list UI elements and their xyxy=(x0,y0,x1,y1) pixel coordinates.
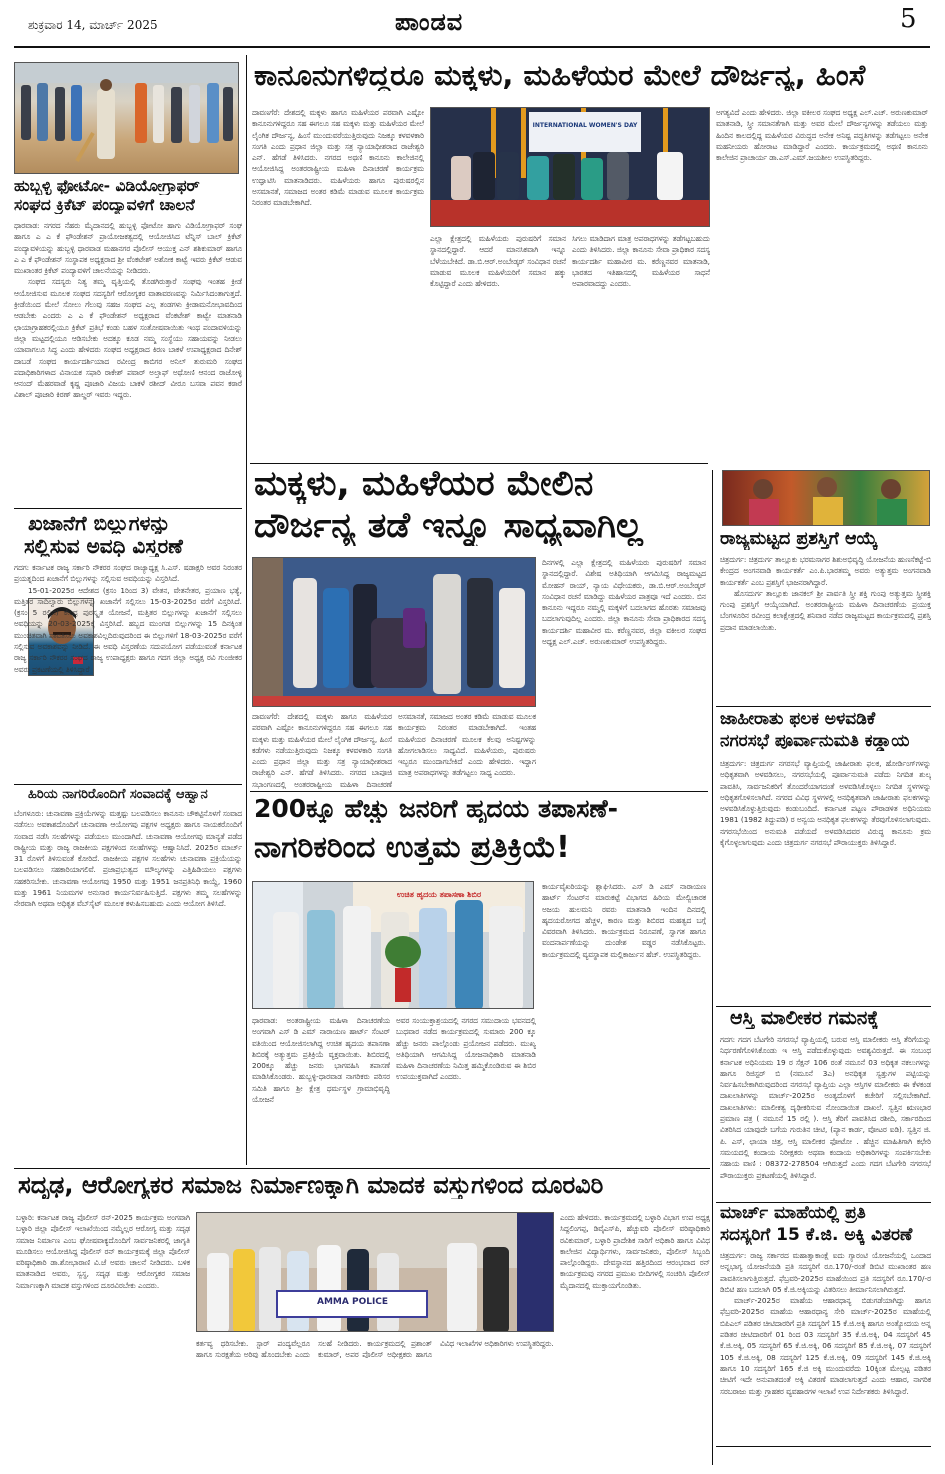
property-body xyxy=(720,1034,931,1198)
violence-col1 xyxy=(252,711,392,789)
article-seniors xyxy=(14,788,242,1160)
seniors-headline: ಹಿರಿಯ ನಾಗರಿರೊಂದಿಗೆ ಸಂವಾದಕ್ಕೆ ಆಹ್ವಾನ xyxy=(28,788,208,802)
violence-headline-line1: ಮಕ್ಕಳು, ಮಹಿಳೆಯರ ಮೇಲಿನ xyxy=(254,465,594,504)
page-number: 5 xyxy=(900,4,917,34)
cricket-body xyxy=(14,220,242,502)
section-rule xyxy=(14,508,242,509)
masthead xyxy=(0,0,945,46)
award-headline: ರಾಜ್ಯಮಟ್ಟದ ಪ್ರಶಸ್ತಿಗೆ ಆಯ್ಕೆ xyxy=(720,530,878,549)
award-body xyxy=(720,554,931,700)
rice-paragraph: ಮಾರ್ಚ್-2025ರ ಮಾಹೆಯ ಆಹಾರಧಾನ್ಯ ಬಿಡುಗಡೆಯಾಗಿದ್ದು ಹಾಗೂ ಫೆಬ್ರವರಿ-2025ರ ಮಾಹೆಯ ಆಹಾರಧಾನ್ಯ ಸೇರಿ ಮಾರ್ಚ್-2025ರ ಮಾಹೆಯಲ್ಲಿ ಬಿಪಿಎಲ್ ಪಡಿತರ ಚೀಟಿದಾರರಿಗೆ ಪ್ರತಿ ಸದಸ್ಯರಿಗೆ 15 ಕೆ.ಜಿ.ಅಕ್ಕಿ ಹಾಗೂ ಅಂತ್ಯೋದಯ ಅನ್ನ ಪಡಿತರ ಚೀಟಿದಾರರಿಗೆ 01 ರಿಂದ 03 ಸದಸ್ಯರಿಗೆ 35 ಕೆ.ಜಿ.ಅಕ್ಕಿ, 04 ಸದಸ್ಯರಿಗೆ 45 ಕೆ.ಜಿ.ಅಕ್ಕಿ, 05 ಸದಸ್ಯರಿಗೆ 65 ಕೆ.ಜಿ.ಅಕ್ಕಿ, 06 ಸದಸ್ಯರಿಗೆ 85 ಕೆ.ಜಿ.ಅಕ್ಕಿ, 07 ಸದಸ್ಯರಿಗೆ 105 ಕೆ.ಜಿ.ಅಕ್ಕಿ, 08 ಸದಸ್ಯರಿಗೆ 125 ಕೆ.ಜಿ.ಅಕ್ಕಿ, 09 ಸದಸ್ಯರಿಗೆ 145 ಕೆ.ಜಿ.ಅಕ್ಕಿ ಹಾಗೂ 10 ಸದಸ್ಯರಿಗೆ 165 ಕೆ.ಜಿ ಅಕ್ಕಿ ಮುಂದುವರೆದು 10ಕ್ಕಿಂತ ಮೇಲ್ಪಟ್ಟ ಪಡಿತರ ಚೀಟಿಗೆ ಇದೇ ಅನುಪಾತದಂತೆ ಅಕ್ಕಿ ವಿತರಣೆ ಮಾಡಲಾಗುತ್ತದೆ ಎಂದು ಆಹಾರ, ನಾಗರಿಕ ಸರಬರಾಜು ಮತ್ತು ಗ್ರಾಹಕರ ವ್ಯವಹಾರಗಳ ಇಲಾಖೆ ಉಪ ನಿರ್ದೇಶಕರು ತಿಳಿಸಿದ್ದಾರೆ. xyxy=(720,1296,931,1396)
police-paragraph: ಕರ್ತವ್ಯ ಧರಿಸಬೇಕು. ಸ್ಟಾರ್ ಪಂದ್ಯವೆಲ್ಲರೂ ಹಾಗೂ ಸುರಕ್ಷತೆಯ ಅರಿವು ಹೊಂದಬೇಕು ಎಂದು ಸಲಹೆ ನೀಡಿದರು. ಕಾರ್ಯಕ್ರಮದಲ್ಲಿ ಪ್ರಶಾಂತ್ ಕುಮಾರ್, ಅಪರ ಪೊಲೀಸ್ ಅಧೀಕ್ಷಕರು ಹಾಗೂ ವಿವಿಧ ಇಲಾಖೆಗಳ ಅಧಿಕಾರಿಗಳು ಉಪಸ್ಥಿತರಿದ್ದರು. xyxy=(196,1339,554,1360)
laws-paragraph: ಅಗತ್ಯವಿದೆ ಎಂದು ಹೇಳಿದರು. ಜಿಲ್ಲಾ ವಕೀಲರ ಸಂಘದ ಅಧ್ಯಕ್ಷ ಎಲ್.ಎಚ್. ಅರುಣಕುಮಾರ್ ಮಾತನಾಡಿ, ಸ್ತ್ರೀ ಸಮಾನತೆಗಾಗಿ ಮತ್ತು ಅವರ ಮೇಲೆ ದೌರ್ಜನ್ಯಗಳನ್ನು ತಡೆಯಲು ಮತ್ತು ಹಿಂದಿನ ಕಾಲದಲ್ಲಿದ್ದ ಮಹಿಳೆಯರ ವಿರುದ್ಧದ ಅನೇಕ ಅನಿಷ್ಟ ಪದ್ಧತಿಗಳನ್ನು ತಡೆಗಟ್ಟಲು ಅನೇಕ ಮಹನೀಯರು ಹೋರಾಟ ಮಾಡಿದ್ದಾರೆ ಎಂದರು. ಕಾರ್ಯಕ್ರಮದಲ್ಲಿ ಅಥಣಿ ಕಾನೂನು ಕಾಲೇಜಿನ ಪ್ರಾಚಾರ್ಯ ಡಾ.ಎಸ್.ಎಮ್.ಜಯಶೀಲ ಉಪಸ್ಥಿತರಿದ್ದರು. xyxy=(716,108,928,163)
violence-headline-line2: ದೌರ್ಜನ್ಯ ತಡೆ ಇನ್ನೂ ಸಾಧ್ಯವಾಗಿಲ್ಲ xyxy=(254,507,643,546)
heart-col2 xyxy=(396,1015,536,1161)
laws-event-photo xyxy=(430,107,710,227)
section-rule xyxy=(250,791,708,792)
rice-paragraph: ಚಿತ್ರದುರ್ಗ: ರಾಜ್ಯ ಸರ್ಕಾರದ ಮಹಾತ್ವಾಕಾಂಕ್ಷೆ ಐದು ಗ್ಯಾರಂಟಿ ಯೋಜನೆಯಲ್ಲಿ ಒಂದಾದ ಅನ್ನಭಾಗ್ಯ ಯೋಜನೆಯಡಿ ಪ್ರತಿ ಸದಸ್ಯರಿಗೆ ರೂ.170/-ರಂತೆ ಡಿಬಿಟಿ ಮುಖಾಂತರ ಹಣ ಪಾವತಿಸಲಾಗುತ್ತಿರುತ್ತದೆ. ಫೆಬ್ರವರಿ-2025ರ ಮಾಹೆಯಿಂದ ಪ್ರತಿ ಸದಸ್ಯರಿಗೆ ರೂ.170/-ರ ಡಿಬಿಟಿ ಹಣ ಬದಲಾಗಿ 05 ಕೆ.ಜಿ.ಅಕ್ಕಿಯನ್ನು ವಿತರಿಸಲು ತೀರ್ಮಾನಿಸಲಾಗಿರುತ್ತದೆ. xyxy=(720,1251,931,1294)
treasury-body xyxy=(14,562,242,752)
ads-headline-line2: ನಗರಸಭೆ ಪೂರ್ವಾನುಮತಿ ಕಡ್ಡಾಯ xyxy=(720,732,910,751)
treasury-paragraph: ಗದಗ: ಕರ್ನಾಟಕ ರಾಜ್ಯ ಸರ್ಕಾರಿ ನೌಕರರ ಸಂಘದ ರಾಜ್ಯಾಧ್ಯಕ್ಷ ಸಿ.ಎಸ್. ಷಡಾಕ್ಷರಿ ಅವರ ನಿರಂತರ ಪ್ರಯತ್ನದಿಂದ ಖಜಾನೆಗೆ ಬಿಲ್ಲುಗಳನ್ನು ಸಲ್ಲಿಸುವ ಅವಧಿಯನ್ನು ವಿಸ್ತರಿಸಿದೆ. xyxy=(14,563,242,584)
cricket-paragraph: ಸಂಘದ ಸದಸ್ಯರು ನಿತ್ಯ ತಮ್ಮ ವೃತ್ತಿಯಲ್ಲಿ ತೊಡಗಿರುತ್ತಾರೆ ಸಂಘವು ಇಂತಹ ಕ್ರೀಡೆ ಆಯೋಜಿಸುವ ಮೂಲಕ ಸಂಘದ ಸದಸ್ಯರಿಗೆ ಆರೋಗ್ಯಕರ ವಾತಾವರಣವನ್ನು ನಿರ್ಮಿಸಿದಂತಾಗುತ್ತದೆ. ಕ್ರೀಡೆಯಿಂದ ಮೇಲೆ ಸೋಲು ಗೆಲುವು ಸಹಜ ಸಂಘದ ಎಲ್ಲ ತಂಡಗಳು ಕ್ರೀಡಾಮನೋಭಾವದಿಂದ ಆಡಬೇಕು ಎಂದರು ಎ ಎ ಕೆ ಫೌಂಡೇಶನ್ ಅಧ್ಯಕ್ಷರಾದ ವೆಂಕಟೇಶ್ ಕಾಟ್ವೇ ಮಾತನಾಡಿ ಛಾಯಾಗ್ರಾಹಕರಲ್ಲಿಯೂ ಕ್ರಿಕೆಟ್ ಪ್ರತಿಭೆ ಕಂಡು ಬಹಳ ಸಂತೋಷವಾಯಿತು ಇಂಥ ಪಂದಾವಳಿಯನ್ನು ಜಿಲ್ಲಾ ಮಟ್ಟದಲ್ಲಿಯೂ ಆಡಿಸಬೇಕು ಅದಕ್ಕೂ ಕೂಡ ನಮ್ಮ ಸಂಸ್ಥೆಯು ಸಹಾಯವನ್ನು ನೀಡಲು ಯಾವಾಗಲೂ ಸಿದ್ಧ ಎಂದು ಹೇಳಿದರು ಸಂಘದ ಅಧ್ಯಕ್ಷರಾದ ಕಿರಣ ಬಾಕಳೆ ಉಪಾಧ್ಯಕ್ಷರಾದ ದಿನೇಶ್ ದಾಬಡೆ ಸಂಘದ ಕಾರ್ಯದರ್ಶಿಯಾದ ರವೀಂದ್ರ ಕಾಬಿಗರ ಅನಿಲ್ ತುರುಮರಿ ಸಂಘದ ಪದಾಧಿಕಾರಿಗಳಾದ ವಿನಾಯಕ ಸಫಾರಿ ರಾಕೇಶ್ ಪವಾರ್ ಅಲ್ತಾಫ್ ಅಥೋಣಿ ಆನಂದ ರಾಜೋಳ್ಳಿ ಆನಂದ್ ಮೆಹರವಾಡೆ ಕೃಷ್ಣ ಪೂಜಾರಿ ವಿಜಯ ಬಾಕಳೆ ರಶೀದ್ ವೀರೂ ಬಸವಾ ಪವನ ಕಠಾರೆ ವಿಶಾಲ್ ಪೂಜಾರಿ ಕಿರಣ್ ಹಾಲ್ಡರ್ ಇವರು ಇದ್ದರು. xyxy=(14,277,242,400)
violence-paragraph: ಅಸಮಾನತೆ, ಸಮಾಜದ ಅಂತರ ಕಡಿಮೆ ಮಾಡುವ ಮೂಲಕ ಕಾರ್ಯಕ್ರಮ ನಿರಂತರ ಮಾಡಬೇಕಾಗಿದೆ. ಇಂತಹ ಮಹಿಳೆಯರ ದಿನಾಚರಣೆ ಮೂಲಕ ಕೆಲವು ಅನಿಷ್ಟಗಳನ್ನು ಹೋಗಲಾಡಿಸಲು ಸಾಧ್ಯವಿದೆ. ಮಹಿಳೆಯರು, ಪುರುಷರು ಇಬ್ಬರೂ ಮುಂದಾಗಬೇಕಿದೆ ಎಂದು ಹೇಳಿದರು. ಇದ್ದಾಗ ಮಾತ್ರ ಅಪರಾಧಗಳನ್ನು ತಡೆಗಟ್ಟಲು ಸಾಧ್ಯ ಎಂದರು. xyxy=(398,712,536,778)
masthead-rule xyxy=(14,46,930,48)
violence-photo-scene xyxy=(253,558,536,707)
laws-col2 xyxy=(430,233,566,463)
treasury-headline-line2: ಸಲ್ಲಿಸುವ ಅವಧಿ ವಿಸ್ತರಣೆ xyxy=(24,535,183,558)
article-treasury xyxy=(14,512,242,752)
seniors-body xyxy=(14,808,242,1158)
property-headline: ಆಸ್ತಿ ಮಾಲೀಕರ ಗಮನಕ್ಕೆ xyxy=(730,1008,879,1029)
article-rice xyxy=(716,1204,931,1454)
property-paragraph: ಗದಗ: ಗದಗ ಬೆಟಗೇರಿ ನಗರಸಭೆ ವ್ಯಾಪ್ತಿಯಲ್ಲಿ ಬರುವ ಆಸ್ತಿ ಮಾಲೀಕರು ಆಸ್ತಿ ತೆರಿಗೆಯನ್ನು ನಿರ್ಧರಣೆಗೊಳಿಸಿಕೊಂಡು ಇ ಆಸ್ತಿ ಪಡೆದುಕೊಳ್ಳುವುದು ಅವಶ್ಯವಿರುತ್ತದೆ. ಈ ಸಂಬಂಧ ಕರ್ನಾಟಕ ಅಧಿನಿಯಮ 19 ರ ಸೆಕ್ಷನ್ 106 ರಂತೆ ನಮೂನೆ 03 ಅಧಿಕೃತ ನಕಲುಗಳನ್ನು ಹಾಗೂ ರಿಜಿಸ್ಟರ್ ಬಿ (ನಮೂನೆ 3ಎ) ಅನಧಿಕೃತ ಸ್ವತ್ತುಗಳ ಪಟ್ಟಿಯನ್ನು ನಿರ್ವಹಿಸಬೇಕಾಗಿರುವುದರಿಂದ ನಗರಸಭೆ ವ್ಯಾಪ್ತಿಯ ಎಲ್ಲಾ ಆಸ್ತಿಗಳ ಮಾಲೀಕರು ಈ ಕೆಳಕಂಡ ದಾಖಲಾತಿಗಳನ್ನು ಮಾರ್ಚ್-2025ರ ಅಂತ್ಯದೊಳಗೆ ಕಚೇರಿಗೆ ಸಲ್ಲಿಸಬೇಕಾಗಿದೆ. ದಾಖಲಾತಿಗಳು: ಮಾಲೀಕತ್ವ ದೃಢೀಕರಿಸುವ ನೋಂದಾಯಿತ ದಾಖಲೆ. ಸ್ವತ್ತಿನ ಋಣಭಾರ ಪ್ರಮಾಣ ಪತ್ರ ( ನಮೂನೆ 15 ರಲ್ಲಿ ). ಆಸ್ತಿ ತೆರಿಗೆ ಪಾವತಿಸಿದ ರಶೀದಿ, ಸರ್ಕಾರದಿಂದ ವಿತರಿಸಿದ ಯಾವುದೇ ಬಗೆಯ ಗುರುತಿನ ಚೀಟಿ, (ಪ್ಯಾನ ಕಾರ್ಡ, ವೋಟರ ಐಡಿ). ಸ್ವತ್ತಿನ ಜಿ. ಪಿ. ಎಸ್, ಛಾಯಾ ಚಿತ್ರ, ಆಸ್ತಿ ಮಾಲೀಕರ ಫೋಟೋ . ಹೆಚ್ಚಿನ ಮಾಹಿತಿಗಾಗಿ ಕಛೇರಿ ಸಮಯದಲ್ಲಿ ಕಂದಾಯ ನಿರೀಕ್ಷಕರು ಅಥವಾ ಕಂದಾಯ ಅಧಿಕಾರಿಗಳನ್ನು ಸಂಪರ್ಕಿಸಬೇಕು ಸಹಾಯ ವಾಣಿ : 08372-278504 ಆಗಿರುತ್ತದೆ ಎಂದು ಗದಗ ಬೆಟಗೇರಿ ನಗರಸಭೆ ಪೌರಾಯುಕ್ತರು ಪ್ರಕಟಣೆಯಲ್ಲಿ ತಿಳಿಸಿದ್ದಾರೆ. xyxy=(720,1035,931,1180)
article-laws xyxy=(250,55,930,465)
police-run-photo xyxy=(196,1212,554,1332)
award-paragraph: ಹೊಸದುರ್ಗ ತಾಲ್ಲೂಕು ಜಾನಕಲ್ ಶ್ರೀ ಪಾರ್ವತಿ ಸ್ತ್ರೀ ಶಕ್ತಿ ಗುಂಪು ಅತ್ಯುತ್ತಮ ಸ್ತ್ರೀಶಕ್ತಿ ಗುಂಪು ಪ್ರಶಸ್ತಿಗೆ ಆಯ್ಕೆಯಾಗಿದೆ. ಅಂತರರಾಷ್ಟ್ರೀಯ ಮಹಿಳಾ ದಿನಾಚರಣೆಯ ಪ್ರಯುಕ್ತ ಬೆಂಗಳೂರಿನ ರವೀಂದ್ರ ಕಲಾಕ್ಷೇತ್ರದಲ್ಲಿ ಶನಿವಾರ ನಡೆದ ರಾಜ್ಯಮಟ್ಟದ ಕಾರ್ಯಕ್ರಮದಲ್ಲಿ ಪ್ರಶಸ್ತಿ ಪ್ರದಾನ ಮಾಡಲಾಯಿತು. xyxy=(720,588,931,632)
section-rule xyxy=(14,1168,710,1169)
police-col1 xyxy=(16,1212,190,1460)
cricket-photo xyxy=(14,62,239,174)
violence-side-col xyxy=(542,557,706,785)
heart-paragraph: ಧಾರವಾಡ: ಅಂತರಾಷ್ಟ್ರೀಯ ಮಹಿಳಾ ದಿನಾಚರಣೆಯ ಅಂಗವಾಗಿ ಎಸ್ ಡಿ ಎಮ್ ನಾರಾಯಣ ಹಾರ್ಟ್ ಸೆಂಟರ್ ವತಿಯಿಂದ ಆಯೋಜಿಸಲಾಗಿದ್ದ ಉಚಿತ ಹೃದಯ ತಪಾಸಣಾ ಶಿಬಿರಕ್ಕೆ ಅತ್ಯುತ್ತಮ ಪ್ರತಿಕ್ರಿಯೆ ವ್ಯಕ್ತವಾಯಿತು. ಶಿಬಿರದಲ್ಲಿ 200ಕ್ಕೂ ಹೆಚ್ಚು ಜನರು ಭಾಗವಹಿಸಿ ತಪಾಸಣೆ ಮಾಡಿಸಿಕೊಂಡರು. ಹುಬ್ಬಳ್ಳಿ-ಧಾರವಾಡ ನಾಗರಿಕರು ಪರಿಸರ ಸಮಿತಿ ಹಾಗೂ ಶ್ರೀ ಕ್ಷೇತ್ರ ಧರ್ಮಸ್ಥಳ ಗ್ರಾಮಾಭಿವೃದ್ಧಿ ಯೋಜನೆ xyxy=(252,1016,390,1105)
section-rule xyxy=(716,1446,931,1447)
heart-photo-banner: ಉಚಿತ ಹೃದಯ ತಪಾಸಣಾ ಶಿಬಿರ xyxy=(396,890,482,899)
article-violence xyxy=(250,465,708,790)
cricket-headline-line1: ಹುಬ್ಬಳ್ಳಿ ಫೋಟೋ- ವಿಡಿಯೋಗ್ರಾಫರ್ xyxy=(14,178,200,195)
laws-headline: ಕಾನೂನುಗಳಿದ್ದರೂ ಮಕ್ಕಳು, ಮಹಿಳೆಯರ ಮೇಲೆ ದೌರ್ಜನ್ಯ, ಹಿಂಸೆ xyxy=(254,59,866,92)
rice-headline-line2: ಸದಸ್ಯರಿಗೆ 15 ಕೆ.ಜಿ. ಅಕ್ಕಿ ವಿತರಣೆ xyxy=(720,1226,913,1245)
award-photo-scene xyxy=(723,471,930,526)
cricket-headline-line2: ಸಂಘದ ಕ್ರಿಕೆಟ್ ಪಂದ್ಯಾವಳಿಗೆ ಚಾಲನೆ xyxy=(14,197,195,214)
treasury-paragraph: 15-01-2025ರ ಆದೇಶದ (ಕ್ರಸಂ 1ರಿಂದ 3) ವೇತನ, ವೇತನೇತರ, ಪ್ರಯಾಣ ಭತ್ಯೆ, ಮತ್ತಿತರ ಸಾದಿಲ್ವಾರು ಬಿಲ್ಲುಗಳನ್ನು ಖಜಾನೆಗೆ ಸಲ್ಲಿಸಲು 15-03-2025ರ ವರೆಗೆ ವಿಸ್ತರಿಸಿದೆ. (ಕ್ರಸಂ 5 ರಲ್ಲಿನ) ಕೇಂದ್ರ ಪುರಸ್ಕೃತ ಯೋಜನೆ, ಮತ್ತಿತರ ಬಿಲ್ಲುಗಳನ್ನು ಖಜಾನೆಗೆ ಸಲ್ಲಿಸಲು ಅವಧಿಯನ್ನು 20-03-2025ಕ್ಕೆ ವಿಸ್ತರಿಸಿದೆ. ಹಬ್ಬದ ಮುಂಗಡ ಬಿಲ್ಲುಗಳನ್ನು 15 ದಿನಕ್ಕಿಂತ ಮುಂಚಿತವಾಗಿ ಪಾವತಿಸಲು ಅವಕಾಶವಿಲ್ಲದಿರುವುದರಿಂದ ಈ ಬಿಲ್ಲುಗಳಿಗೆ 18-03-2025ರ ವರೆಗೆ ಸಲ್ಲಿಸುವ ಅವಕಾಶವನ್ನು ನೀಡಿದೆ. ಈ ಅವಧಿ ವಿಸ್ತರಣೆಯ ಸದುಪಯೋಗ ಪಡೆಯುವಂತೆ ಕರ್ನಾಟಕ ರಾಜ್ಯ ಸರ್ಕಾರಿ ನೌಕರರ ಸಂಘದ ರಾಜ್ಯ ಉಪಾಧ್ಯಕ್ಷರು ಹಾಗೂ ಗದಗ ಜಿಲ್ಲಾ ಅಧ್ಯಕ್ಷ ರವಿ ಗುಂಜೀಕರ ಅವರು ಪ್ರಕಟಣೆಯಲ್ಲಿ ತಿಳಿಸಿದ್ದಾರೆ xyxy=(14,585,242,674)
laws-col4 xyxy=(716,107,928,463)
heart-col1 xyxy=(252,1015,390,1161)
violence-event-photo xyxy=(252,557,536,707)
article-cricket xyxy=(14,60,242,500)
police-paragraph: ಎಂದು ಹೇಳಿದರು. ಕಾರ್ಯಕ್ರಮದಲ್ಲಿ ಬಳ್ಳಾರಿ ವಿಭಾಗ ಉಪ ಅಧ್ಯಕ್ಷ ಸಿದ್ದಲಿಂಗಪ್ಪ, ಡಿವೈಎಸ್‌ಪಿ, ಹೆಚ್ಚುವರಿ ಪೊಲೀಸ್ ವರಿಷ್ಠಾಧಿಕಾರಿ ರವಿಕುಮಾರ್, ಬಳ್ಳಾರಿ ಪ್ರಾದೇಶಿಕ ಸಾರಿಗೆ ಅಧಿಕಾರಿ ಹಾಗೂ ವಿವಿಧ ಕಾಲೇಜಿನ ವಿದ್ಯಾರ್ಥಿಗಳು, ಸಾರ್ವಜನಿಕರು, ಪೊಲೀಸ್ ಸಿಬ್ಬಂದಿ ಪಾಲ್ಗೊಂಡಿದ್ದರು. ದೇವಸ್ಥಾನದ ಹತ್ತಿರದಿಂದ ಆರಂಭವಾದ ರನ್ ಕಾರ್ಯಕ್ರಮವು ನಗರದ ಪ್ರಮುಖ ಬೀದಿಗಳಲ್ಲಿ ಸಂಚರಿಸಿ ಪೊಲೀಸ್ ಮೈದಾನದಲ್ಲಿ ಮುಕ್ತಾಯಗೊಂಡಿತು. xyxy=(560,1213,710,1290)
heart-paragraph: ಕಾರ್ಯವೈಖರಿಯನ್ನು ಶ್ಲಾಘಿಸಿದರು. ಎಸ್ ಡಿ ಎಮ್ ನಾರಾಯಣ ಹಾರ್ಟ್ ಸೆಂಟರ್‌ನ ಮಾರುಕಟ್ಟೆ ವಿಭಾಗದ ಹಿರಿಯ ಮೇಲ್ವಿಚಾರಕ ಅಜಯ ಹುಲಮನಿ ರವರು ಮಾತನಾಡಿ ಇಂದಿನ ದಿನದಲ್ಲಿ ಹೃದಯರೋಗದ ಹೆಚ್ಚಳ, ಕಾರಣ ಮತ್ತು ಶಿಬಿರದ ಮಹತ್ವದ ಬಗ್ಗೆ ವಿವರವಾಗಿ ತಿಳಿಸಿದರು. ಕಾರ್ಯಕ್ರಮದ ನಿರೂಪಣೆ, ಸ್ವಾಗತ ಹಾಗೂ ವಂದನಾರ್ಪಣೆಯನ್ನು ದುಂಡೇಶ ವಡ್ಡರ ನಡೆಸಿಕೊಟ್ಟರು. ಕಾರ್ಯಕ್ರಮದಲ್ಲಿ ವ್ಯವಸ್ಥಾಪಕ ಮಲ್ಲಿಕಾರ್ಜುನ ಹೆಚ್. ಉಪಸ್ಥಿತರಿದ್ದರು. xyxy=(542,882,706,959)
violence-col2 xyxy=(398,711,536,789)
laws-photo-banner: INTERNATIONAL WOMEN'S DAY xyxy=(532,122,638,129)
laws-paragraph: ದಾವಣಗೆರೆ: ದೇಶದಲ್ಲಿ ಮಕ್ಕಳು ಹಾಗೂ ಮಹಿಳೆಯರ ಪರವಾಗಿ ಎಷ್ಟೋ ಕಾನೂನುಗಳಿದ್ದರೂ ಸಹ ಈಗಲೂ ಸಹ ಮಕ್ಕಳು ಮತ್ತು ಮಹಿಳೆಯರ ಮೇಲೆ ಲೈಂಗಿಕ ದೌರ್ಜನ್ಯ, ಹಿಂಸೆ ಮುಂದುವರೆಯುತ್ತಿರುವುದು ನಿಜಕ್ಕೂ ಕಳವಳಕಾರಿ ಸಂಗತಿ ಎಂದು ಪ್ರಧಾನ ಜಿಲ್ಲಾ ಮತ್ತು ಸತ್ರ ನ್ಯಾಯಾಧೀಶರಾದ ರಾಜೇಶ್ವರಿ ಎನ್. ಹೆಗಡೆ ತಿಳಿಸಿದರು. ನಗರದ ಅಥಣಿ ಕಾನೂನು ಕಾಲೇಜಿನಲ್ಲಿ ಆಯೋಜಿಸಿದ್ದ ಅಂತರರಾಷ್ಟ್ರೀಯ ಮಹಿಳಾ ದಿನಾಚರಣೆ ಕಾರ್ಯಕ್ರಮ ಉದ್ಘಾಟಿಸಿ ಮಾತನಾಡಿದರು. ಮಹಿಳೆಯರು ಹಾಗೂ ಪುರುಷರಲ್ಲಿನ ಅಸಮಾನತೆ, ಸಮಾಜದ ಅಂತರ ಕಡಿಮೆ ಮಾಡುವ ಮೂಲಕ ಕಾರ್ಯಕ್ರಮ ನಿರಂತರ ಮಾಡಬೇಕಾಗಿದೆ. xyxy=(252,108,424,208)
section-rule xyxy=(716,706,931,707)
award-photo xyxy=(722,470,930,526)
heart-headline-line1: 200ಕ್ಕೂ ಹೆಚ್ಚು ಜನರಿಗೆ ಹೃದಯ ತಪಾಸಣೆ- xyxy=(254,795,618,823)
section-rule xyxy=(716,1006,931,1007)
seniors-paragraph: ಬೆಂಗಳೂರು: ಚುನಾವಣಾ ಪ್ರಕ್ರಿಯೆಗಳನ್ನು ಮತ್ತಷ್ಟು ಬಲಪಡಿಸಲು ಕಾನೂನು ಚೌಕಟ್ಟಿನೊಳಗೆ ಸಂವಾದ ನಡೆಸಲು ಅವಕಾಶದೊಂದಿಗೆ ಚುನಾವಣಾ ಆಯೋಗವು ಪಕ್ಷಗಳ ಅಧ್ಯಕ್ಷರು ಹಾಗೂ ನಾಯಕರೊಂದಿಗೆ ಸಂವಾದ ನಡೆಸಿ ಸಲಹೆಗಳನ್ನು ಪಡೆಯಲು ಮುಂದಾಗಿದೆ. ಚುನಾವಣಾ ಆಯೋಗವು ಮಾನ್ಯತೆ ಪಡೆದ ರಾಷ್ಟ್ರೀಯ ಮತ್ತು ರಾಜ್ಯ ರಾಜಕೀಯ ಪಕ್ಷಗಳಿಂದ ಸಲಹೆಗಳನ್ನು ಆಹ್ವಾನಿಸಿದೆ. 2025ರ ಮಾರ್ಚ್ 31 ರೊಳಗೆ ತಿಳಿಸುವಂತೆ ಕೋರಿದೆ. ರಾಜಕೀಯ ಪಕ್ಷಗಳ ಸಲಹೆಗಳು ಚುನಾವಣಾ ಪ್ರಕ್ರಿಯೆಯನ್ನು ಬಲಪಡಿಸಲು ಸಹಕಾರಿಯಾಗಲಿವೆ. ಪ್ರಜಾಪ್ರಭುತ್ವದ ಮೌಲ್ಯಗಳನ್ನು ಎತ್ತಿಹಿಡಿಯಲು ಪಕ್ಷಗಳು ಸಹಕರಿಸಬೇಕು. ಚುನಾವಣಾ ಆಯೋಗವು 1950 ಮತ್ತು 1951 ಜನಪ್ರತಿನಿಧಿ ಕಾಯ್ದೆ, 1960 ಮತ್ತು 1961 ನಿಯಮಗಳ ಅನುಸಾರ ಕಾರ್ಯನಿರ್ವಹಿಸುತ್ತಿದೆ. ಪಕ್ಷಗಳು ತಮ್ಮ ಸಲಹೆಗಳನ್ನು ನೇರವಾಗಿ ಅಥವಾ ಅಧಿಕೃತ ವೆಬ್‌ಸೈಟ್ ಮೂಲಕ ಕಳುಹಿಸಬಹುದು ಎಂದು ಆಯೋಗ ತಿಳಿಸಿದೆ. xyxy=(14,809,242,909)
treasury-headline-line1: ಖಜಾನೆಗೆ ಬಿಲ್ಲುಗಳನ್ನು xyxy=(28,512,171,535)
laws-col3 xyxy=(572,233,710,463)
award-paragraph: ಚಿತ್ರದುರ್ಗ: ಚಿತ್ರದುರ್ಗ ತಾಲ್ಲೂಕು ಭರಮಸಾಗರ ಶಿಶುಅಭಿವೃದ್ಧಿ ಯೋಜನೆಯ ಹುಣಸೆಕಟ್ಟೆ-ಬಿ ಕೇಂದ್ರದ ಅಂಗನವಾಡಿ ಕಾರ್ಯಕರ್ತೆ ಎಂ.ಪಿ.ಭಾರತಮ್ಮ ಅವರು ಅತ್ಯುತ್ತಮ ಅಂಗನವಾಡಿ ಕಾರ್ಯಕರ್ತೆ ಎಂಬ ಪ್ರಶಸ್ತಿಗೆ ಭಾಜನರಾಗಿದ್ದಾರೆ. xyxy=(720,555,931,587)
section-rule xyxy=(14,784,242,785)
section-rule xyxy=(250,463,708,464)
police-headline: ಸದೃಢ, ಆರೋಗ್ಯಕರ ಸಮಾಜ ನಿರ್ಮಾಣಕ್ಕಾಗಿ ಮಾದಕ ವಸ್ತುಗಳಿಂದ ದೂರವಿರಿ xyxy=(18,1172,604,1199)
article-police xyxy=(14,1168,710,1468)
laws-paragraph: ಎಲ್ಲಾ ಕ್ಷೇತ್ರದಲ್ಲಿ ಮಹಿಳೆಯರು ಪುರುಷರಿಗೆ ಸಮಾನ ಸ್ಥಾನದಲ್ಲಿದ್ದಾರೆ. ಆದರೆ ಮಾನಸಿಕವಾಗಿ ಇನ್ನೂ ಬೆಳೆಯಬೇಕಿದೆ. ಡಾ.ಬಿ.ಆರ್.ಅಂಬೇಡ್ಕರ್ ಸಂವಿಧಾನ ರಚನೆ ಮಾಡುವ ಮೂಲಕ ಮಹಿಳೆಯರಿಗೆ ಸಮಾನ ಹಕ್ಕು ಕೊಟ್ಟಿದ್ದಾರೆ ಎಂದು ಹೇಳಿದರು. xyxy=(430,234,566,289)
cricket-paragraph: ಧಾರವಾಡ: ನಗರದ ನೆಹರು ಮೈದಾನದಲ್ಲಿ ಹುಬ್ಬಳ್ಳಿ ಫೋಟೋ ಹಾಗು ವಿಡಿಯೋಗ್ರಾಫರ್ ಸಂಘ ಹಾಗೂ ಎ ಎ ಕೆ ಫೌಂಡೇಶನ್ ಪ್ರಾಯೋಜಕತ್ವದಲ್ಲಿ ಆಯೋಜಿಸಿದ ಟೆನ್ನಿಸ್ ಬಾಲ್ ಕ್ರಿಕೆಟ್ ಪಂದ್ಯಾವಳಿಯನ್ನು ಹುಬ್ಬಳ್ಳಿ ಧಾರವಾಡ ಮಹಾನಗರ ಪೊಲೀಸ್ ಆಯುಕ್ತ ಎನ್ ಶಶಿಕುಮಾರ್ ಹಾಗೂ ಎ ಎ ಕೆ ಫೌಂಡೇಶನ್ ಸಂಸ್ಥಾಪಕ ಅಧ್ಯಕ್ಷರಾದ ಶ್ರೀ ವೆಂಕಟೇಶ್ ಅಶೋಕ ಕಾಟ್ವೆ ಇವರು ಕ್ರಿಕೆಟ್ ಆಡುವ ಮುಖಾಂತರ ಕ್ರಿಕೆಟ್ ಪಂದ್ಯಾವಳಿಗೆ ಚಾಲನೆಯನ್ನು ನೀಡಿದರು. xyxy=(14,221,242,276)
article-heart xyxy=(250,793,708,1165)
ads-body xyxy=(720,758,931,1003)
article-ads xyxy=(716,710,931,1005)
heart-photo-scene xyxy=(253,882,534,1009)
column-divider xyxy=(712,470,713,1465)
heart-side-col xyxy=(542,881,706,1085)
ads-headline-line1: ಜಾಹೀರಾತು ಫಲಕ ಅಳವಡಿಕೆ xyxy=(720,710,876,729)
article-property xyxy=(716,1008,931,1200)
violence-paragraph: ದಿನಗಳಲ್ಲಿ ಎಲ್ಲಾ ಕ್ಷೇತ್ರದಲ್ಲಿ ಮಹಿಳೆಯರು ಪುರುಷರಿಗೆ ಸಮಾನ ಸ್ಥಾನದಲ್ಲಿದ್ದಾರೆ. ವಿಶೇಷ ಅತಿಥಿಯಾಗಿ ಆಗಮಿಸಿದ್ದ ರಾಜ್ಯಮಟ್ಟದ ಮೋಹನ್ ರಾಯ್, ನ್ಯಾಯ ವಿಧೇಯಕರು, ಡಾ.ಬಿ.ಆರ್.ಅಂಬೇಡ್ಕರ್ ಸಂವಿಧಾನ ರಚನೆ ಮಾಡಿದ್ದು ಮಹಿಳೆಯರ ಪಾತ್ರವೂ ಇದೆ ಎಂದರು. ಬಿನ ಕಾನೂನು ಇದ್ದರೂ ನಮ್ಮಲ್ಲಿ ಮಕ್ಕಳಿಗೆ ಬದಲಾಗದ ಹೊರತು ಸಮಾಜವು ಬದಲಾಗುವುದಿಲ್ಲ ಎಂದರು. ಜಿಲ್ಲಾ ಕಾನೂನು ಸೇವಾ ಪ್ರಾಧಿಕಾರದ ಸದಸ್ಯ ಕಾರ್ಯದರ್ಶಿ ಮಹಾವೀರ ಮ. ಕರೆಣ್ಣನವರ, ಜಿಲ್ಲಾ ವಕೀಲರ ಸಂಘದ ಅಧ್ಯಕ್ಷ ಎಲ್.ಎಚ್. ಅರುಣಕುಮಾರ್ ಉಪಸ್ಥಿತರಿದ್ದರು. xyxy=(542,558,706,647)
issue-date: ಶುಕ್ರವಾರ 14, ಮಾರ್ಚ್ 2025 xyxy=(28,18,158,32)
police-photo-banner: AMMA POLICE xyxy=(317,1297,389,1307)
heart-event-photo xyxy=(252,881,534,1009)
police-col3 xyxy=(560,1212,710,1460)
ads-paragraph: ಚಿತ್ರದುರ್ಗ: ಚಿತ್ರದುರ್ಗ ನಗರಸಭೆ ವ್ಯಾಪ್ತಿಯಲ್ಲಿ ಜಾಹೀರಾತು ಫಲಕ, ಹೋರ್ಡಿಂಗ್‌ಗಳನ್ನು ಅಧಿಕೃತವಾಗಿ ಅಳವಡಿಸಲು, ನಗರಸಭೆಯಲ್ಲಿ ಪೂರ್ವಾನುಮತಿ ಪಡೆದು ನಿಗದಿತ ಶುಲ್ಕ ಪಾವತಿಸಿ, ಸಾರ್ವಜನಿಕರಿಗೆ ತೊಂದರೆಯಾಗದಂತೆ ಅಳವಡಿಸಿಕೊಳ್ಳಲು ನಿಗದಿತ ಸ್ಥಳಗಳನ್ನು ಅಧಿಕೃತಗೊಳಿಸಲಾಗಿದೆ. ನಗರದ ವಿವಿಧ ಸ್ಥಳಗಳಲ್ಲಿ ಅನಧಿಕೃತವಾಗಿ ಜಾಹೀರಾತು ಫಲಕಗಳನ್ನು ಅಳವಡಿಸಿಕೊಳ್ಳುತ್ತಿರುವುದು ಕಂಡುಬಂದಿದೆ. ಕರ್ನಾಟಕ ಪಟ್ಟಣ ಪೌರಾಡಳಿತ ಅಧಿನಿಯಮ 1981 (1982 ತಿದ್ದುಪಡಿ) ರ ಅನ್ವಯ ಅನಧಿಕೃತ ಫಲಕಗಳನ್ನು ತೆರವುಗೊಳಿಸಲಾಗುವುದು. ನಗರಸಭೆಯಿಂದ ಅನುಮತಿ ಪಡೆಯದೆ ಅಳವಡಿಸಿದವರ ವಿರುದ್ಧ ಕಾನೂನು ಕ್ರಮ ಕೈಗೊಳ್ಳಲಾಗುವುದು ಎಂದು ಚಿತ್ರದುರ್ಗ ನಗರಸಭೆ ಪೌರಾಯುಕ್ತರು ತಿಳಿಸಿದ್ದಾರೆ. xyxy=(720,759,931,848)
rice-headline-line1: ಮಾರ್ಚ್ ಮಾಹೆಯಲ್ಲಿ ಪ್ರತಿ xyxy=(720,1204,866,1223)
heart-headline-line2: ನಾಗರಿಕರಿಂದ ಉತ್ತಮ ಪ್ರತಿಕ್ರಿಯೆ! xyxy=(254,831,570,865)
laws-paragraph: ಸಿಗಲು ಮಾಡಿದಾಗ ಮಾತ್ರ ಅಪರಾಧಗಳನ್ನು ತಡೆಗಟ್ಟಬಹುದು ಎಂದು ತಿಳಿಸಿದರು. ಜಿಲ್ಲಾ ಕಾನೂನು ಸೇವಾ ಪ್ರಾಧಿಕಾರ ಸದಸ್ಯ ಕಾರ್ಯದರ್ಶಿ ಮಹಾವೀರ ಮ. ಕರೆಣ್ಣನವರ ಮಾತನಾಡಿ, ಭಾರತದ ಇತಿಹಾಸದಲ್ಲಿ ಮಹಿಳೆಯರ ಸಾಧನೆ ಅಪಾರವಾದದ್ದು ಎಂದರು. xyxy=(572,234,710,289)
police-photo-scene xyxy=(197,1213,554,1332)
heart-paragraph: ಅವರ ಸಂಯುಕ್ತಾಶ್ರಯದಲ್ಲಿ ನಗರದ ಸಮುದಾಯ ಭವನದಲ್ಲಿ ಬುಧವಾರ ನಡೆದ ಕಾರ್ಯಕ್ರಮದಲ್ಲಿ ಸುಮಾರು 200 ಕ್ಕೂ ಹೆಚ್ಚು ಜನರು ಪಾಲ್ಗೊಂಡು ಪ್ರಯೋಜನ ಪಡೆದರು. ಮುಖ್ಯ ಅತಿಥಿಯಾಗಿ ಆಗಮಿಸಿದ್ದ ಯೋಜನಾಧಿಕಾರಿ ಮಾತನಾಡಿ ಮಹಿಳಾ ದಿನಾಚರಣೆಯ ನಿಮಿತ್ತ ಹಮ್ಮಿಕೊಂಡಿರುವ ಈ ಶಿಬಿರ ಉಪಯುಕ್ತವಾಗಿದೆ ಎಂದರು. xyxy=(396,1016,536,1082)
rice-body xyxy=(720,1250,931,1448)
newspaper-name: ಪಾಂಡವ xyxy=(395,8,464,36)
violence-paragraph: ದಾವಣಗೆರೆ: ದೇಶದಲ್ಲಿ ಮಕ್ಕಳು ಹಾಗೂ ಮಹಿಳೆಯರ ಪರವಾಗಿ ಎಷ್ಟೋ ಕಾನೂನುಗಳಿದ್ದರೂ ಸಹ ಈಗಲೂ ಸಹ ಮಕ್ಕಳು ಮತ್ತು ಮಹಿಳೆಯರ ಮೇಲೆ ಲೈಂಗಿಕ ದೌರ್ಜನ್ಯ, ಹಿಂಸೆ ಕಡೆಗಳು ನಡೆಯುತ್ತಿರುವುದು ನಿಜಕ್ಕೂ ಕಳವಳಕಾರಿ ಸಂಗತಿ ಎಂದು ಪ್ರಧಾನ ಜಿಲ್ಲಾ ಮತ್ತು ಸತ್ರ ನ್ಯಾಯಾಧೀಶರಾದ ರಾಜೇಶ್ವರಿ ಎನ್. ಹೆಗಡೆ ತಿಳಿಸಿದರು. ನಗರದ ಬಾಪೂಜಿ ಸಭಾಂಗಣದಲ್ಲಿ ಅಂತರರಾಷ್ಟ್ರೀಯ ಮಹಿಳಾ ದಿನಾಚರಣೆ xyxy=(252,712,392,789)
column-divider xyxy=(246,55,247,1165)
cricket-photo-figures xyxy=(15,63,239,174)
laws-col1 xyxy=(252,107,424,333)
article-award xyxy=(716,470,931,702)
police-paragraph: ಬಳ್ಳಾರಿ: ಕರ್ನಾಟಕ ರಾಜ್ಯ ಪೊಲೀಸ್ ರನ್-2025 ಕಾರ್ಯಕ್ರಮ ಅಂಗವಾಗಿ ಬಳ್ಳಾರಿ ಜಿಲ್ಲಾ ಪೊಲೀಸ್ ಇಲಾಖೆಯಿಂದ ನಮ್ಮೆಲ್ಲರ ಆರೋಗ್ಯ ಮತ್ತು ಸದೃಢ ಸಮಾಜ ನಿರ್ಮಾಣ ಎಂಬ ಘೋಷವಾಕ್ಯದೊಂದಿಗೆ ಸಾರ್ವಜನಿಕರಲ್ಲಿ ಜಾಗೃತಿ ಮೂಡಿಸಲು ಆಯೋಜಿಸಿದ್ದ ಪೊಲೀಸ್ ರನ್ ಕಾರ್ಯಕ್ರಮಕ್ಕೆ ಜಿಲ್ಲಾ ಪೊಲೀಸ್ ವರಿಷ್ಠಾಧಿಕಾರಿ ಡಾ.ಶೋಭಾರಾಣಿ ವಿ.ಜೆ ಅವರು ಚಾಲನೆ ನೀಡಿದರು. ಬಳಿಕ ಮಾತನಾಡಿದ ಅವರು, ಸ್ವಸ್ಥ, ಸದೃಢ ಮತ್ತು ಆರೋಗ್ಯಕರ ಸಮಾಜ ನಿರ್ಮಾಣಕ್ಕಾಗಿ ಮಾದಕ ವಸ್ತುಗಳಿಂದ ದೂರವಿರಬೇಕು ಎಂದರು. xyxy=(16,1213,190,1290)
police-col2 xyxy=(196,1338,554,1460)
section-rule xyxy=(716,1202,931,1203)
